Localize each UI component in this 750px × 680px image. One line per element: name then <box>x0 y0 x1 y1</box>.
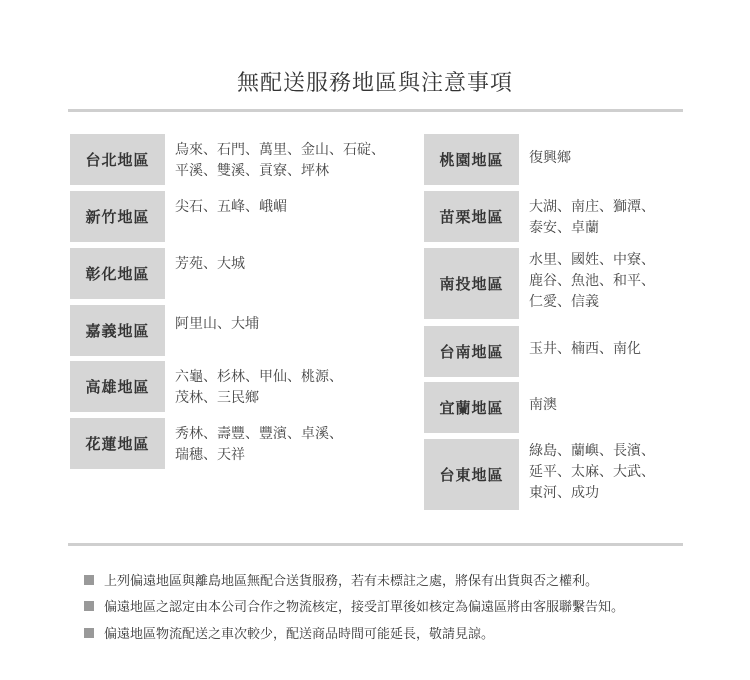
divider <box>68 109 683 112</box>
region-label: 宜蘭地區 <box>424 382 519 433</box>
note-text: 偏遠地區之認定由本公司合作之物流核定，接受訂單後如核定為偏遠區將由客服聯繫告知。 <box>104 600 625 615</box>
bullet-square-icon <box>84 575 94 585</box>
region-row <box>70 191 405 242</box>
region-row <box>424 134 750 185</box>
region-areas: 玉井、楠西、南化 <box>529 341 641 357</box>
region-row <box>70 305 405 356</box>
region-label: 台北地區 <box>70 134 165 185</box>
region-areas: 水里、國姓、中寮、 鹿谷、魚池、和平、 仁愛、信義 <box>529 252 655 310</box>
region-row <box>424 326 750 377</box>
region-areas: 大湖、南庄、獅潭、 泰安、卓蘭 <box>529 199 655 236</box>
region-areas: 六龜、杉林、甲仙、桃源、 茂林、三民鄉 <box>175 369 343 406</box>
note-item <box>84 596 624 615</box>
region-label: 台南地區 <box>424 326 519 377</box>
region-label: 南投地區 <box>424 248 519 319</box>
region-label: 嘉義地區 <box>70 305 165 356</box>
region-row <box>424 439 750 510</box>
region-row <box>70 248 405 299</box>
bullet-square-icon <box>84 601 94 611</box>
region-label: 新竹地區 <box>70 191 165 242</box>
region-label: 花蓮地區 <box>70 418 165 469</box>
divider <box>68 543 683 546</box>
region-label: 苗栗地區 <box>424 191 519 242</box>
region-row <box>424 248 750 319</box>
region-row <box>70 134 405 185</box>
region-areas: 南澳 <box>529 397 557 413</box>
region-areas: 綠島、蘭嶼、長濱、 延平、太麻、大武、 東河、成功 <box>529 443 655 501</box>
bullet-square-icon <box>84 628 94 638</box>
region-areas: 尖石、五峰、峨嵋 <box>175 199 287 215</box>
page-title: 無配送服務地區與注意事項 <box>236 71 513 96</box>
note-item <box>84 623 494 642</box>
region-areas: 烏來、石門、萬里、金山、石碇、 平溪、雙溪、貢寮、坪林 <box>175 142 385 179</box>
region-row <box>70 361 405 412</box>
region-areas: 芳苑、大城 <box>175 256 245 272</box>
region-areas: 秀林、壽豐、豐濱、卓溪、 瑞穗、天祥 <box>175 426 343 463</box>
region-row <box>424 191 750 242</box>
note-item <box>84 570 598 589</box>
note-text: 上列偏遠地區與離島地區無配合送貨服務，若有未標註之處，將保有出貨與否之權利。 <box>104 574 599 589</box>
region-label: 桃園地區 <box>424 134 519 185</box>
region-areas: 復興鄉 <box>529 150 571 166</box>
region-areas: 阿里山、大埔 <box>175 316 259 332</box>
region-row <box>70 418 405 469</box>
region-label: 台東地區 <box>424 439 519 510</box>
region-row <box>424 382 750 433</box>
region-label: 彰化地區 <box>70 248 165 299</box>
note-text: 偏遠地區物流配送之車次較少，配送商品時間可能延長，敬請見諒。 <box>104 627 495 642</box>
region-label: 高雄地區 <box>70 361 165 412</box>
